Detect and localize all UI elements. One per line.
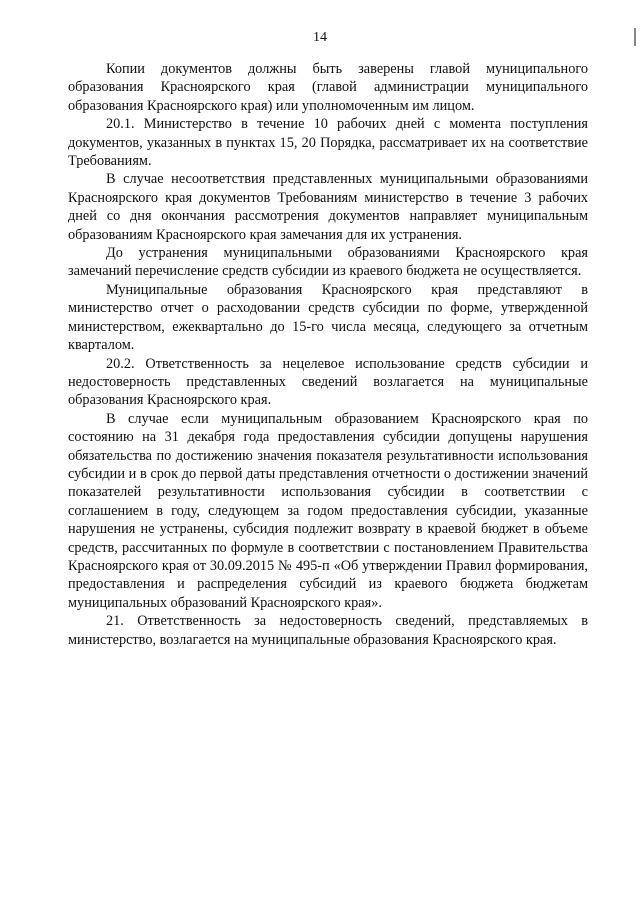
paragraph-return-subsidy: В случае если муниципальным образованием Красноярского края по состоянию на 31 декабря года предоставления субсидии допущены нарушения обязательства по достижению значения показателя результативности использования субсидии и в срок до первой даты представления отчетности о достижении значений показателей результативности использования субсидии в соответствии с соглашением в году, следующем за годом предоставления субсидии, указанные нарушения не устранены, субсидия подлежит возврату в краевой бюджет в объеме средств, рассчитанных по формуле в соответствии с постановлением Правительства Красноярского края от 30.09.2015 № 495-п «Об утверждении Правил формирования, предоставления и распределения субсидий из краевого бюджета бюджетам муниципальных образований Красноярского края».	[68, 410, 588, 611]
paragraph-copies-certification: Копии документов должны быть заверены главой муниципального образования Красноярского края (главой администрации муниципального образования Красноярского края) или уполномоченным им лицом.	[68, 61, 588, 114]
paragraph-report: Муниципальные образования Красноярского края представляют в министерство отчет о расходовании средств субсидии по форме, утвержденной министерством, ежеквартально до 15-го числа месяца, следующего за отчетным кварталом.	[68, 281, 588, 354]
document-body	[68, 60, 588, 649]
paragraph-21: 21. Ответственность за недостоверность сведений, представляемых в министерство, возлагается на муниципальные образования Красноярского края.	[68, 613, 588, 648]
paragraph-nonconformity: В случае несоответствия представленных муниципальными образованиями Красноярского края документов Требованиям министерство в течение 3 рабочих дней со дня окончания рассмотрения документов направляет муниципальным образованиям Красноярского края замечания для их устранения.	[68, 171, 588, 243]
page-number: 14	[313, 30, 327, 45]
paragraph-20-2: 20.2. Ответственность за нецелевое использование средств субсидии и недостоверность представленных сведений возлагается на муниципальные образования Красноярского края.	[68, 355, 588, 409]
paragraph-remarks: До устранения муниципальными образованиями Красноярского края замечаний перечисление средств субсидии из краевого бюджета не осуществляется.	[68, 245, 588, 280]
paragraph-20-1: 20.1. Министерство в течение 10 рабочих дней с момента поступления документов, указанных в пунктах 15, 20 Порядка, рассматривает их на соответствие Требованиям.	[68, 116, 588, 170]
margin-mark	[634, 28, 636, 46]
